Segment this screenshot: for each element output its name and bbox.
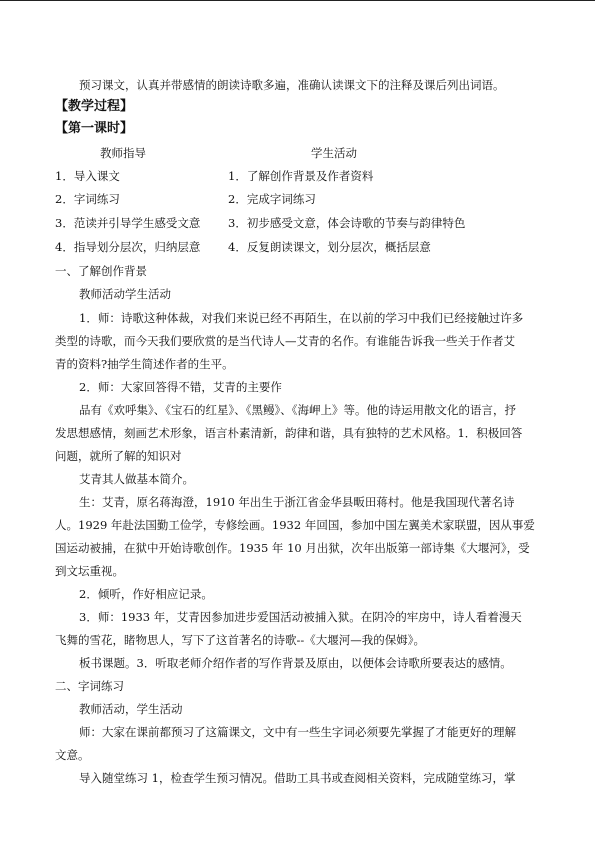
- section-title: 一、了解创作背景: [55, 264, 147, 278]
- paragraph-line: 1．师：诗歌这种体裁，对我们来说已经不再陌生，在以前的学习中我们已经接触过许多: [79, 311, 524, 325]
- paragraph-line: 师：大家在课前都预习了这篇课文，文中有一些生字词必须要先掌握了才能更好的理解: [79, 725, 516, 739]
- table-cell-student: 4．反复朗读课文，划分层次，概括层意: [228, 240, 431, 254]
- table-cell-teacher: 1．导入课文: [55, 169, 120, 183]
- paragraph-line: 导入随堂练习 1，检查学生预习情况。借助工具书或查阅相关资料，完成随堂练习，掌: [79, 771, 516, 785]
- table-cell-student: 2．完成字词练习: [228, 192, 316, 206]
- paragraph-line: 飞舞的雪花，睹物思人，写下了这首著名的诗歌--《大堰河—我的保姆》。: [55, 633, 426, 647]
- table-cell-teacher: 2．字词练习: [55, 192, 120, 206]
- paragraph-line: 生：艾青，原名蒋海澄，1910 年出生于浙江省金华县畈田蒋村。他是我国现代著名诗: [79, 495, 515, 509]
- section-subtitle: 教师活动学生活动: [79, 287, 171, 301]
- paragraph-line: 发思想感情，刻画艺术形象，语言朴素清新，韵律和谐，具有独特的艺术风格。1．积极回答: [55, 426, 523, 440]
- paragraph-line: 艾青其人做基本简介。: [79, 472, 194, 486]
- heading-first-lesson: 【第一课时】: [55, 121, 134, 136]
- section-subtitle: 教师活动，学生活动: [79, 702, 183, 716]
- paragraph-line: 人。1929 年赴法国勤工俭学，专修绘画。1932 年回国，参加中国左翼美术家联盟，因从事爱: [55, 518, 535, 532]
- section-title: 二、字词练习: [55, 679, 124, 693]
- paragraph-line: 3．师：1933 年，艾青因参加进步爱国活动被捕入狱。在阴冷的牢房中，诗人看着漫天: [79, 610, 522, 624]
- paragraph-line: 类型的诗歌，而今天我们要欣赏的是当代诗人—艾青的名作。有谁能告诉我一些关于作者艾: [55, 334, 515, 348]
- table-header-teacher: 教师指导: [100, 146, 146, 160]
- paragraph-line: 文意。: [55, 748, 90, 762]
- paragraph-line: 到文坛重视。: [55, 564, 124, 578]
- table-cell-student: 1．了解创作背景及作者资料: [228, 169, 374, 183]
- paragraph-line: 2．师：大家回答得不错，艾青的主要作: [79, 380, 282, 394]
- paragraph-line: 国运动被捕，在狱中开始诗歌创作。1935 年 10 月出狱，次年出版第一部诗集《大堰河》，受: [55, 541, 530, 555]
- paragraph-line: 品有《欢呼集》、《宝石的红星》、《黑鳗》、《海岬上》等。他的诗运用散文化的语言，抒: [79, 403, 516, 417]
- header-rule: [0, 0, 595, 1]
- table-cell-student: 3．初步感受文意，体会诗歌的节奏与韵律特色: [228, 216, 466, 230]
- table-cell-teacher: 4．指导划分层次，归纳层意: [55, 240, 201, 254]
- paragraph-line: 2．倾听，作好相应记录。: [79, 587, 213, 601]
- paragraph-line: 青的资料?抽学生简述作者的生平。: [55, 357, 234, 371]
- table-cell-teacher: 3．范读并引导学生感受文意: [55, 216, 201, 230]
- heading-teaching-process: 【教学过程】: [55, 99, 134, 114]
- intro-paragraph: 预习课文，认真并带感情的朗读诗歌多遍，准确认读课文下的注释及课后列出词语。: [79, 78, 505, 92]
- paragraph-line: 问题，就所了解的知识对: [55, 449, 182, 463]
- paragraph-line: 板书课题。3．听取老师介绍作者的写作背景及原由，以便体会诗歌所要表达的感情。: [79, 656, 512, 670]
- table-header-student: 学生活动: [311, 146, 357, 160]
